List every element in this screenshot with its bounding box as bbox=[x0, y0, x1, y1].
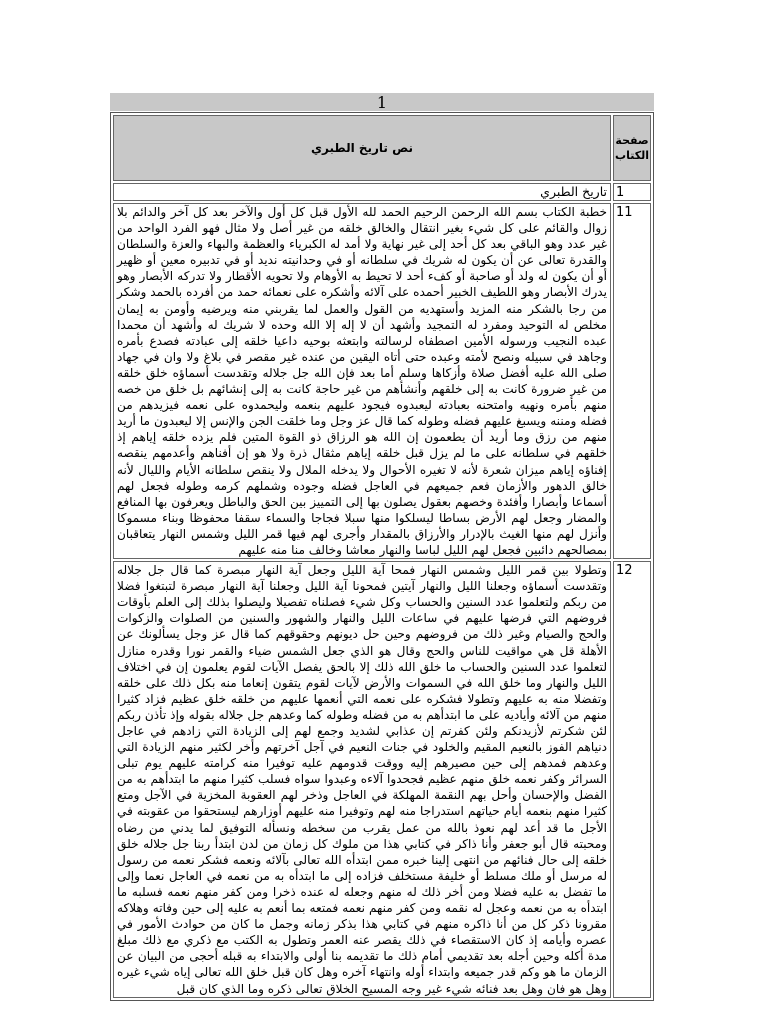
table-row bbox=[113, 183, 651, 201]
table-row bbox=[113, 561, 651, 998]
row-page-number: 11 bbox=[613, 203, 651, 559]
row-page-number: 1 bbox=[613, 183, 651, 201]
table-row bbox=[113, 203, 651, 559]
text-column-header: نص تاريخ الطبري bbox=[113, 115, 611, 181]
table-header-row bbox=[113, 115, 651, 181]
page-number: 1 bbox=[110, 93, 654, 111]
page-column-header: صفحة الكتاب bbox=[613, 115, 651, 181]
row-text: وتطولا بين قمر الليل وشمس النهار فمحا آية الليل وجعل آية النهار مبصرة كما قال جل جلاله وتقدست أسماؤه وجعلنا الليل والنهار آيتين فمحونا آية الليل وجعلنا آية النهار مبصرة لتبتغوا فضلا من ربكم ولتعلموا عدد السنين والحساب وكل شيء فصلناه تفصيلا وليصلوا بذلك إلى العلم بأوقات فروضهم التي فرضها عليهم في ساعات الليل والنهار والشهور والسنين من الصلوات والزكوات والحج والصيام وغير ذلك من فروضهم وحين حل ديونهم وحقوقهم كما قال عز وجل يسألونك عن الأهلة قل هي مواقيت للناس والحج وقال هو الذي جعل الشمس ضياء والقمر نورا وقدره منازل لتعلموا عدد السنين والحساب ما خلق الله ذلك إلا بالحق يفصل الآيات لقوم يعلمون إن في اختلاف الليل والنهار وما خلق الله في السموات والأرض لآيات لقوم يتقون إنعاما منه بكل ذلك على خلقه وتفضلا منه به عليهم وتطولا فشكره على نعمه التي أنعمها عليهم من خلقه خلق عظيم فزاد كثيرا منهم من آلائه وأياديه على ما ابتدأهم به من فضله وطوله كما وعدهم جل جلاله بقوله وإذ تأذن ربكم لئن شكرتم لأزيدنكم ولئن كفرتم إن عذابي لشديد وجمع لهم إلى الزيادة التي زادهم في عاجل دنياهم الفوز بالنعيم المقيم والخلود في جنات النعيم في آجل آخرتهم وأخر لكثير منهم الزيادة التي وعدهم فمدهم إلى حين مصيرهم إليه ووقت قدومهم عليه توفيرا منه كرامته عليهم يوم تبلى السرائر وكفر نعمه خلق منهم عظيم فجحدوا آلاءه وعبدوا سواه فسلب كثيرا منهم ما ابتدأهم به من الفضل والإحسان وأحل بهم النقمة المهلكة في العاجل وذخر لهم العقوبة المخزية في الآجل ومتع كثيرا منهم بنعمه أيام حياتهم استدراجا منه لهم وتوفيرا منه عليهم أوزارهم ليستحقوا من عقوبته في الأجل ما قد أعد لهم نعوذ بالله من عمل يقرب من سخطه ونسأله التوفيق لما يدني من رضاه ومحبته قال أبو جعفر وأنا ذاكر في كتابي هذا من ملوك كل زمان من لدن ابتدأ ربنا جل جلاله خلق خلقه إلى حال فنائهم من انتهى إلينا خبره ممن ابتدأه الله تعالى بآلائه ونعمه فشكر نعمه من رسول له مرسل أو ملك مسلط أو خليفة مستخلف فزاده إلى ما ابتدأه به من نعمه في العاجل نعما وإلى ما تفضل به عليه فضلا ومن أخر ذلك له منهم وجعله له عنده ذخرا ومن كفر منهم نعمه فسلبه ما ابتدأه به من نعمه وعجل له نقمه ومن كفر منهم نعمه فمتعه بما أنعم به عليه إلى حين وفاته وهلاكه مقرونا ذكر كل من أنا ذاكره منهم في كتابي هذا بذكر زمانه وجمل ما كان من حوادث الأمور في عصره وأيامه إذ كان الاستقصاء في ذلك يقصر عنه العمر وتطول به الكتب مع ذكري مع ذلك مبلغ مدة أكله وحين أجله بعد تقديمي أمام ذلك ما تقديمه بنا أولى والابتداء به قبله أحجى من البيان عن الزمان ما هو وكم قدر جميعه وابتداء أوله وانتهاء آخره وهل كان قبل خلق الله تعالى إياه شيء غيره وهل هو فان وهل بعد فنائه شيء غير وجه المسيح الخلاق تعالى ذكره وما الذي كان قبل bbox=[113, 561, 611, 998]
row-text: تاريخ الطبري bbox=[113, 183, 611, 201]
row-text: خطبة الكتاب بسم الله الرحمن الرحيم الحمد لله الأول قبل كل أول والآخر بعد كل آخر والدائم بلا زوال والقائم على كل شيء بغير انتقال والخالق خلقه من غير أصل ولا مثال فهو الفرد الواحد من غير عدد وهو الباقي بعد كل أحد إلى غير نهاية ولا أمد له الكبرياء والعظمة والبهاء والعزة والسلطان والقدرة تعالى عن أن يكون له شريك في سلطانه أو في وحدانيته نديد أو في تدبيره معين أو ظهير أو أن يكون له ولد أو صاحبة أو كفء أحد لا تحيط به الأوهام ولا تحويه الأقطار ولا تدركه الأبصار وهو يدرك الأبصار وهو اللطيف الخبير أحمده على آلائه وأشكره على نعمائه حمد من أفرده بالحمد وشكر من رجا بالشكر منه المزيد وأستهديه من القول والعمل لما يقربني منه ويرضيه وأومن به إيمان مخلص له التوحيد ومفرد له التمجيد وأشهد أن لا إله إلا الله وحده لا شريك له وأشهد أن محمدا عبده النجيب ورسوله الأمين اصطفاه لرسالته وابتعثه بوحيه داعيا خلقه إلى عبادته فصدع بأمره وجاهد في سبيله ونصح لأمته وعبده حتى أتاه اليقين من عنده غير مقصر في بلاغ ولا وان في جهاد صلى الله عليه أفضل صلاة وأزكاها وسلم أما بعد فإن الله جل جلاله وتقدست أسماؤه خلق خلقه من غير ضرورة كانت به إلى خلقهم وأنشأهم من غير حاجة كانت به إلى إنشائهم بل خلق من خصه منهم بأمره ونهيه وامتحنه بعبادته ليعبدوه فيجود عليهم بنعمه وليحمدوه على نعمه فيزيدهم من فضله ومننه ويسبغ عليهم فضله وطوله كما قال عز وجل وما خلقت الجن والإنس إلا ليعبدون ما أريد منهم من رزق وما أريد أن يطعمون إن الله هو الرزاق ذو القوة المتين فلم يزده خلقه إياهم إذ خلقهم في سلطانه على ما لم يزل قبل خلقه إياهم مثقال ذرة ولا هو إن أفناهم وأعدمهم ينقصه إفناؤه إياهم ميزان شعرة لأنه لا تغيره الأحوال ولا يدخله الملال ولا ينقص سلطانه الأيام والليال لأنه خالق الدهور والأزمان فعم جميعهم في العاجل فضله وجوده وشملهم كرمه وطوله فجعل لهم أسماعا وأبصارا وأفئدة وخصهم بعقول يصلون بها إلى التمييز بين الحق والباطل ويعرفون بها المنافع والمضار وجعل لهم الأرض بساطا ليسلكوا منها سبلا فجاجا والسماء سقفا محفوظا وبناء مسموكا وأنزل لهم منها الغيث بالإدرار والأرزاق بالمقدار وأجرى لهم فيها قمر الليل وشمس النهار يتعاقبان بمصالحهم دائبين فجعل لهم الليل لباسا والنهار معاشا وخالف منا منه عليهم bbox=[113, 203, 611, 559]
row-page-number: 12 bbox=[613, 561, 651, 998]
text-table bbox=[110, 112, 654, 1001]
